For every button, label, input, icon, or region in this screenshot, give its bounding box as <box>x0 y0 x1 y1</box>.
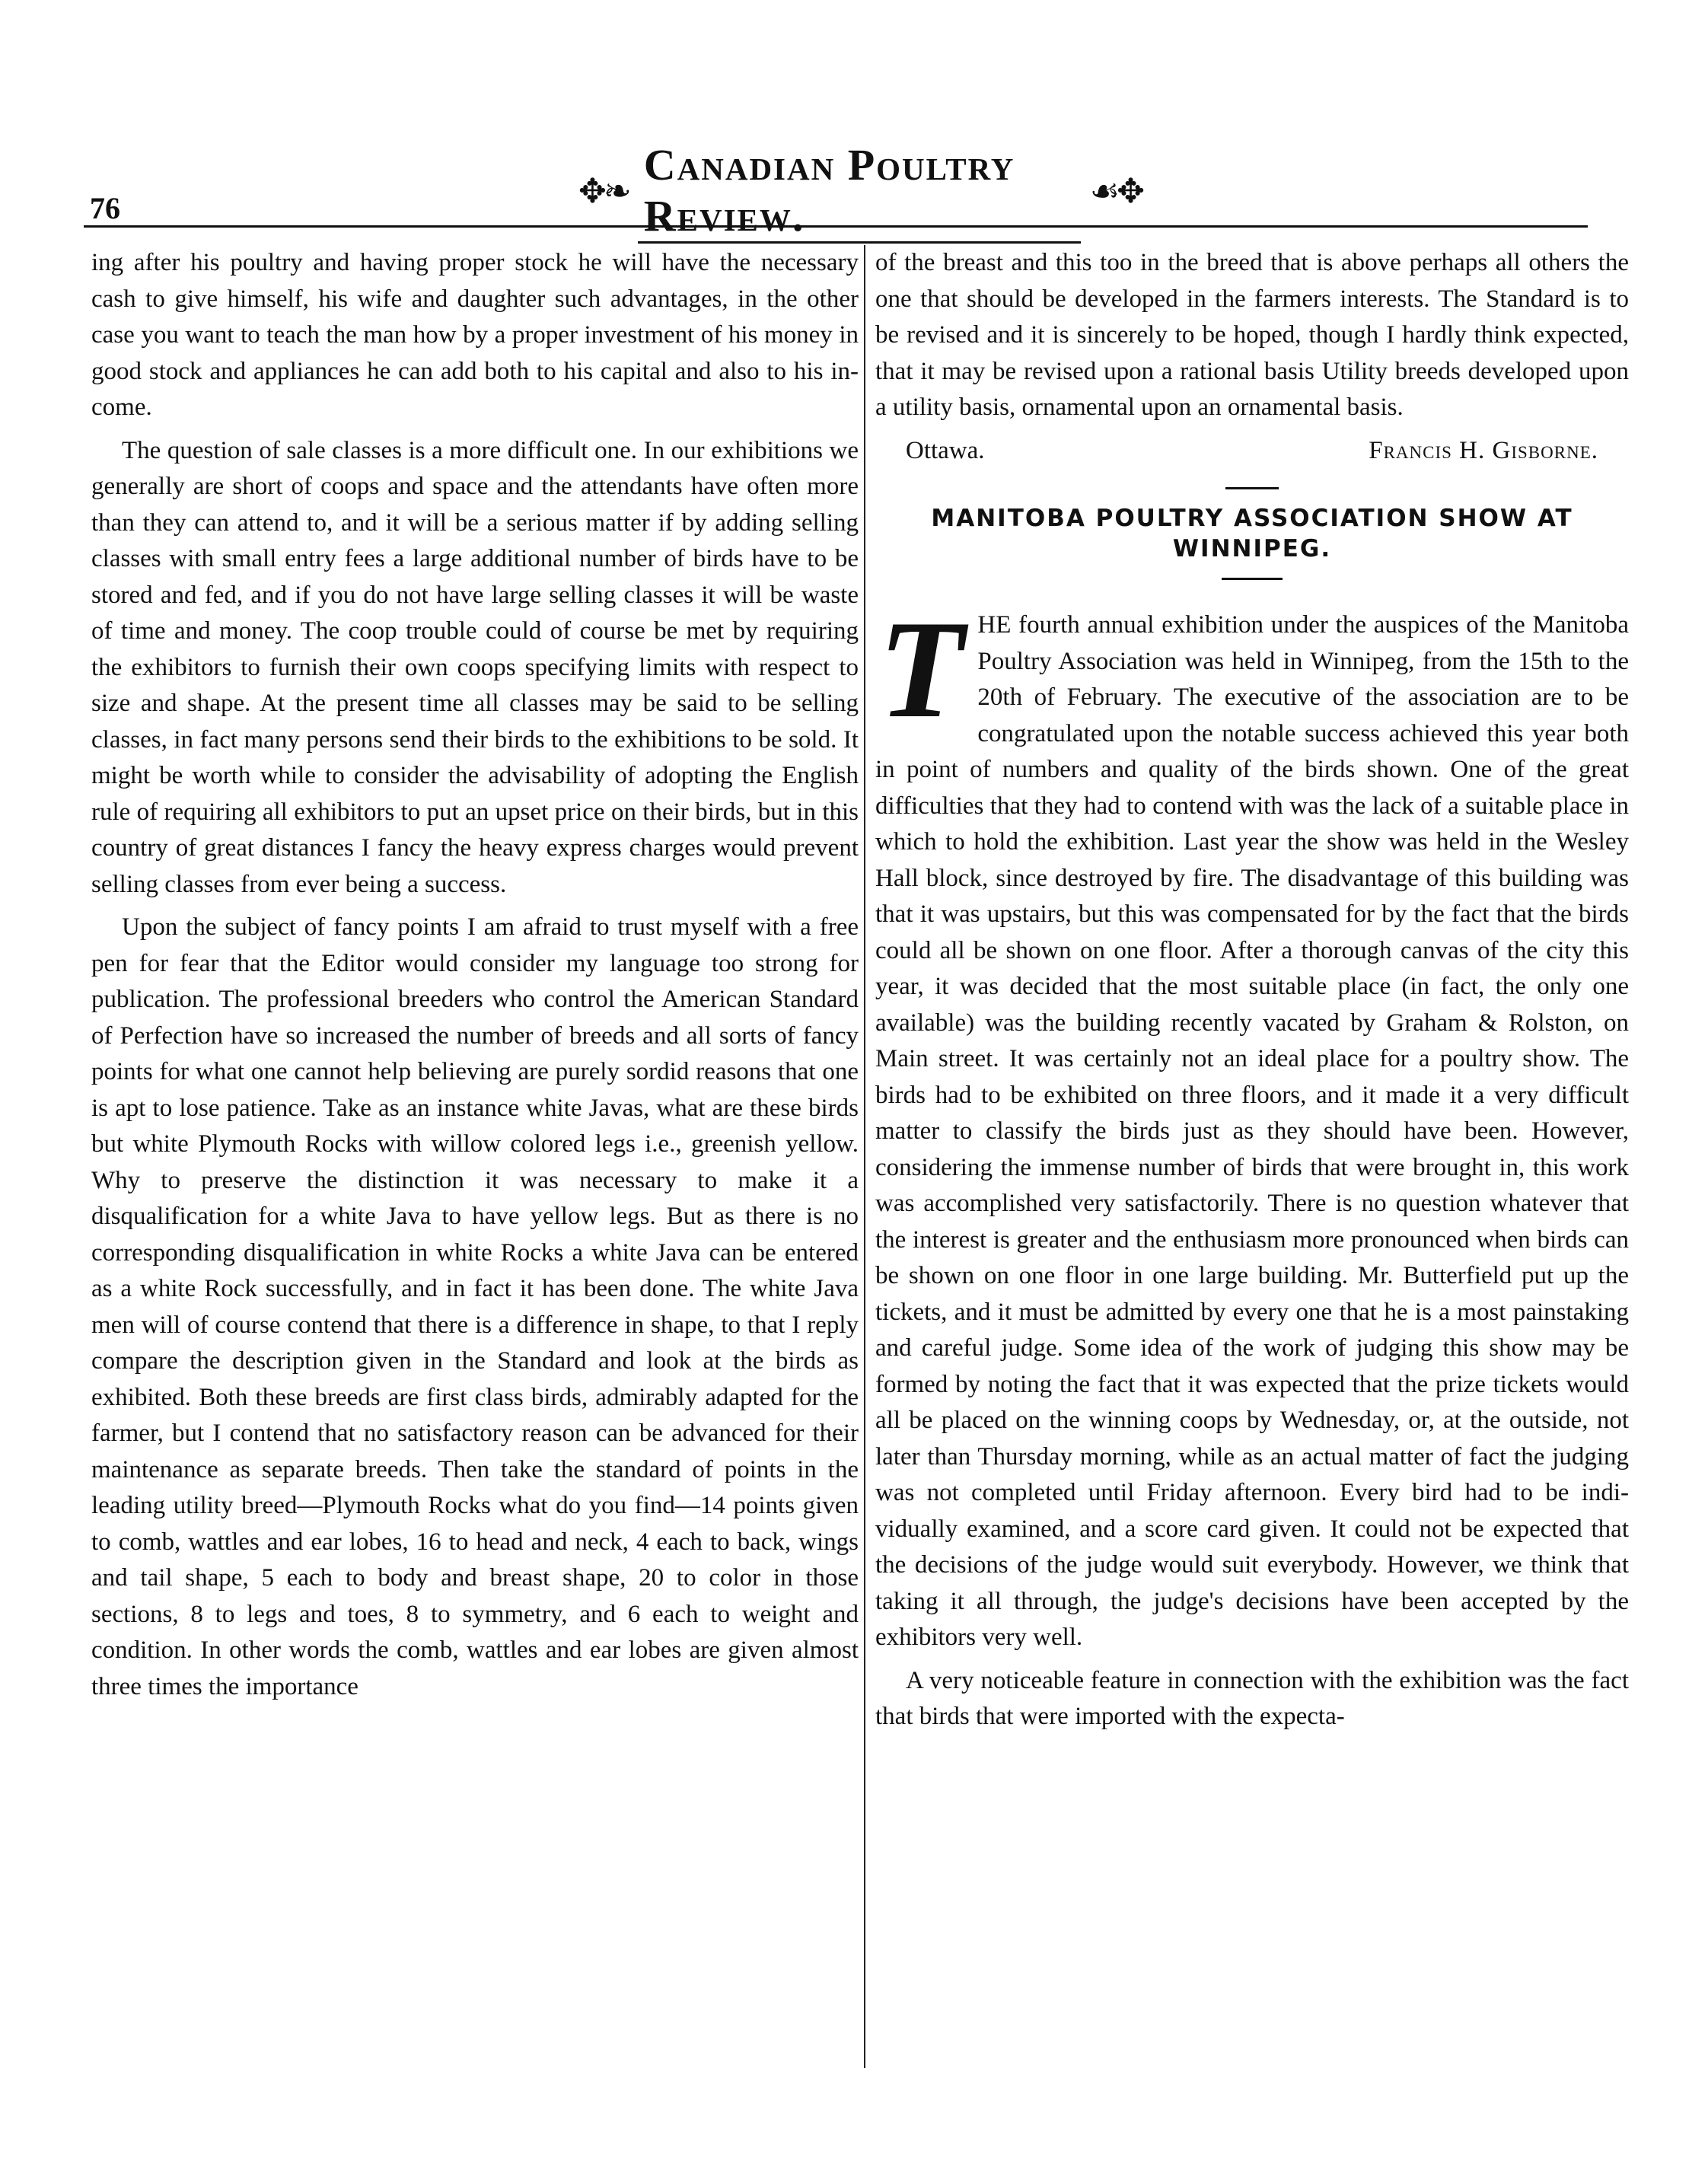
section-rule-top <box>1225 487 1279 489</box>
signature-place: Ottawa. <box>906 436 985 464</box>
masthead-ornament-right: ☙✥ <box>1089 172 1142 210</box>
masthead-ornament-left: ✥❧ <box>578 172 629 210</box>
header-rule <box>84 225 1588 228</box>
right-paragraph-2 <box>875 591 1629 1656</box>
signature <box>875 433 1629 470</box>
masthead-title: Canadian Poultry Review. <box>638 139 1081 244</box>
right-paragraph-2-text: HE fourth annual exhibition under the auspices of the Manitoba Poultry Association was held in Winnipeg, from the 15th to the 20th of February. The executive of the association are to be congratulated upon the notable success achieved this year both in point of numbers and quality of the birds shown. One of the great difficulties that they had to contend with was the lack of a suitable place in which to hold the exhibition. Last year the show was held in the Wesley Hall block, since destroyed by fire. The disadvantage of this building was that it was upstairs, but this was compensated for by the fact that the birds could all be shown on one floor. After a thorough canvas of the city this year, it was decided that the most suitable place (in fact, the only one available) was the building recently vacated by Graham & Rolston, on Main street. It was certainly not an ideal place for a poultry show. The birds had to be exhibited on three floors, and it made it a very difficult matter to classify the birds just as they should have been. However, considering the immense number of birds that were brought in, this work was accomplished very satisfactorily. There is no question whatever that the interest is greater and the enthusiasm more pronounced when birds can be shown on one floor in one large building. Mr. Butterfield put up the tickets, and it must be admitted by every one that he is a most painstaking and careful judge. Some idea of the work of judging this show may be formed by noting the fact that it was expected that the prize tickets would all be placed on the winning coops by Wednesday, or, at the outside, not later than Thursday morning, while as an actual matter of fact the judging was not completed until Friday afternoon. Every bird had to be individually examined, and a score card given. It could not be expected that the decisions of the judge would suit everybody. However, we think that taking it all through, the judge's decisions have been accepted by the exhibitors very well. <box>875 611 1629 1651</box>
column-divider <box>864 245 865 2068</box>
left-column <box>91 245 859 2068</box>
left-paragraph-1: ing after his poultry and having proper stock he will have the necessary cash to give himself, his wife and daughter such advantages, in the other case you want to teach the man how by a proper investment of his money in good stock and appliances he can add both to his capital and also to his income. <box>91 249 859 421</box>
signature-name: Francis H. Gisborne. <box>1369 436 1598 464</box>
left-paragraph-3: Upon the subject of fancy points I am afraid to trust myself with a free pen for fear that the Editor would consider my language too strong for publication. The professional breeders who control the American Standard of Perfection have so increased the number of breeds and all sorts of fancy points for what one cannot help believing are purely sordid reasons that one is apt to lose patience. Take as an instance white Javas, what are these birds but white Plymouth Rocks with willow colored legs i.e., greenish yellow. Why to preserve the distinction it was necessary to make it a disqualification for a white Java to have yellow legs. But as there is no corresponding disqualification in white Rocks a white Java can be entered as a white Rock successfully, and in fact it has been done. The white Java men will of course contend that there is a difference in shape, to that I reply compare the description given in the Standard and look at the birds as exhibited. Both these breeds are first class birds, admirably adapted for the farmer, but I contend that no satisfactory reason can be advanced for their maintenance as separate breeds. Then take the standard of points in the leading utility breed—Plymouth Rocks what do you find—14 points given to comb, wattles and ear lobes, 16 to head and neck, 4 each to back, wings and tail shape, 5 each to body and breast shape, 20 to color in those sections, 8 to legs and toes, 8 to symmetry, and 6 each to weight and condition. In other words the comb, wattles and ear lobes are given almost three times the importance <box>91 913 859 1700</box>
section-rule-bottom <box>1222 578 1283 580</box>
drop-cap: T <box>878 591 964 747</box>
page-number: 76 <box>90 191 120 225</box>
right-column <box>875 245 1629 2068</box>
left-paragraph-2: The question of sale classes is a more difficult one. In our exhibitions we generally are short of coops and space and the attendants have often more than they can attend to, and it will be a serious matter if by adding selling classes with small entry fees a large additional number of birds have to be stored and fed, and if you do not have large selling classes it will be waste of time and money. The coop trouble could of course be met by requiring the exhibitors to furnish their own coops specifying limits with respect to size and shape. At the present time all classes may be said to be selling classes, in fact many persons send their birds to the exhibitions to be sold. It might be worth while to consider the advisability of adopting the English rule of requiring all exhibitors to put an upset price on their birds, but in this country of great distances I fancy the heavy express charges would prevent selling classes from ever being a success. <box>91 436 859 898</box>
right-paragraph-1: of the breast and this too in the breed that is above perhaps all others the one that should be developed in the farmers interests. The Standard is to be revised and it is sincerely to be hoped, though I hardly think expected, that it may be revised upon a rational basis Utility breeds developed upon a utility basis, ornamental upon an ornamental basis. <box>875 249 1629 421</box>
masthead <box>578 139 1142 241</box>
article-title: MANITOBA POULTRY ASSOCIATION SHOW AT WINNIPEG. <box>931 505 1573 562</box>
right-paragraph-3: A very noticeable feature in connection with the exhibition was the fact that birds that were imported with the expecta- <box>875 1666 1629 1730</box>
